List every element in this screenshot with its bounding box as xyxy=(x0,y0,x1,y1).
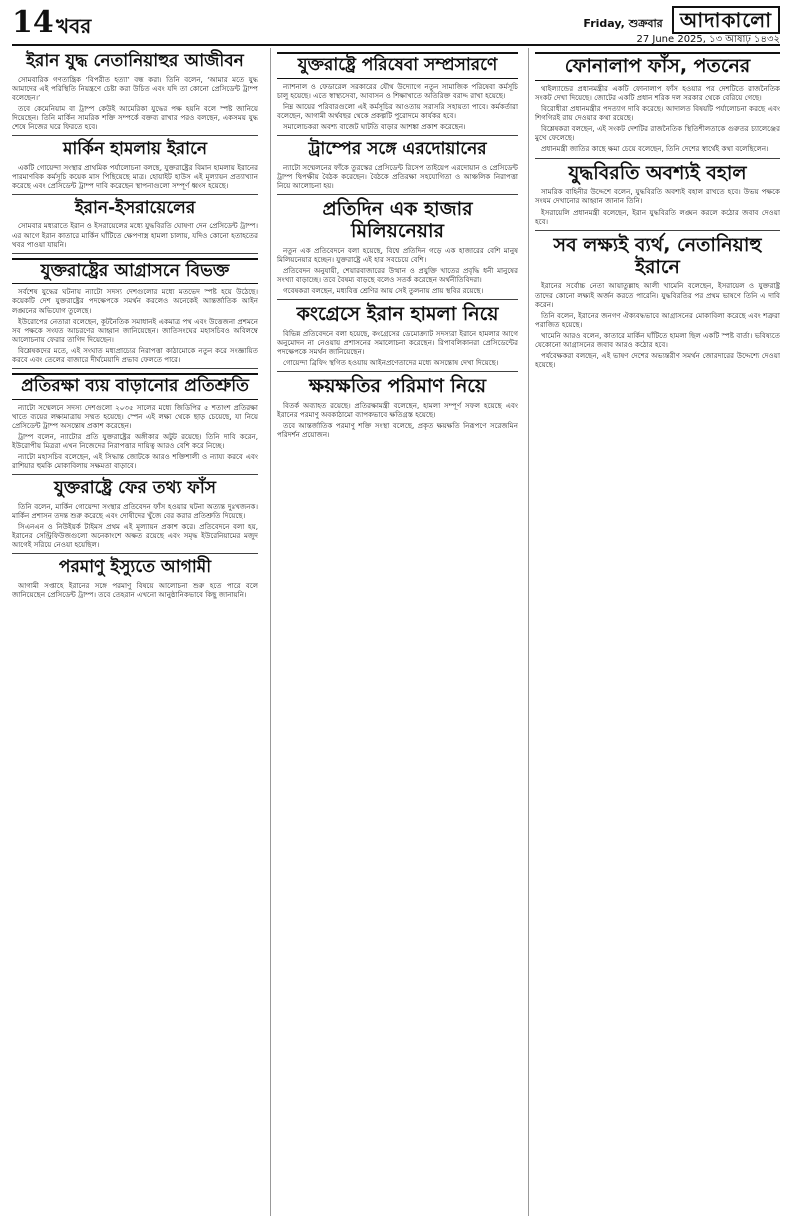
column-right xyxy=(528,48,780,1216)
paragraph: নিম্ন আয়ের পরিবারগুলো এই কর্মসূচির আওতায় সরাসরি সহায়তা পাবে। কর্মকর্তারা বলেছেন, আগামী অর্থবছর থেকে প্রকল্পটি পুরোদমে কার্যকর হবে। xyxy=(277,101,518,120)
paragraph: তবে কেমেনিয়াম বা ট্রাম্প কেউই আমেরিকা যুদ্ধের পক্ষ হয়নি বলে স্পষ্ট জানিয়ে দিয়েছেন। তিনি মার্কিন সামরিক শক্তি সম্পর্কে বক্তব্য রাখার পরও বলছেন, একসময় যুদ্ধ শেষে নিজের ঘরে ফিরতে হবে। xyxy=(12,103,258,132)
paragraph: খামেনি আরও বলেন, কাতারে মার্কিন ঘাঁটিতে হামলা ছিল একটি স্পষ্ট বার্তা। ভবিষ্যতে যেকোনো আগ্রাসনের জবাব আরও কঠোর হবে। xyxy=(535,330,780,349)
day-label: Friday, শুক্রবার xyxy=(583,17,663,30)
headline: যুক্তরাষ্ট্রের আগ্রাসনে বিভক্ত xyxy=(12,258,258,285)
paragraph: ইউরোপের নেতারা বলেছেন, কূটনৈতিক সমাধানই একমাত্র পথ এবং উত্তেজনা প্রশমনে সব পক্ষকে সংযত আচরণের আহ্বান জানিয়েছেন। জাতিসংঘের মহাসচিবও অবিলম্বে আলোচনায় ফেরার তাগিদ দিয়েছেন। xyxy=(12,316,258,344)
paragraph: বিভিন্ন প্রতিবেদনে বলা হয়েছে, কংগ্রেসের ডেমোক্র্যাট সদস্যরা ইরানে হামলার আগে অনুমোদন না নেওয়ায় প্রশাসনের সমালোচনা করেছেন। রিপাবলিকানরা প্রেসিডেন্টের পদক্ষেপকে সমর্থন জানিয়েছেন। xyxy=(277,328,518,357)
paragraph: সিএনএন ও নিউইয়র্ক টাইমস প্রথম এই মূল্যায়ন প্রকাশ করে। প্রতিবেদনে বলা হয়, ইরানের সেন্ট্রিফিউজগুলো অনেকাংশে অক্ষত রয়েছে এবং সমৃদ্ধ ইউরেনিয়ামের মজুদ আগেই সরিয়ে নেওয়া হয়েছিল। xyxy=(12,522,258,550)
paragraph: ইরানের সর্বোচ্চ নেতা আয়াতুল্লাহ আলী খামেনি বলেছেন, ইসরায়েল ও যুক্তরাষ্ট্র তাদের কোনো লক্ষ্যই অর্জন করতে পারেনি। যুদ্ধবিরতির পর প্রথম ভাষণে তিনি এ দাবি করেন। xyxy=(535,281,780,309)
paragraph: তিনি বলেন, মার্কিন গোয়েন্দা সংস্থার প্রতিবেদন ফাঁস হওয়ার ঘটনা অত্যন্ত দুঃখজনক। মার্কিন প্রশাসন তদন্ত শুরু করেছে এবং দোষীদের খুঁজে বের করার প্রতিশ্রুতি দিয়েছে। xyxy=(12,501,258,520)
paragraph: সোমবার মধ্যরাতে ইরান ও ইসরায়েলের মধ্যে যুদ্ধবিরতি ঘোষণা দেন প্রেসিডেন্ট ট্রাম্প। এর আগে ইরান কাতারে মার্কিন ঘাঁটিতে ক্ষেপণাস্ত্র হামলা চালায়, যদিও কোনো হতাহতের খবর পাওয়া যায়নি। xyxy=(12,221,258,249)
headline: প্রতিদিন এক হাজার মিলিয়নেয়ার xyxy=(322,197,473,242)
article-body xyxy=(12,75,258,132)
article-congress xyxy=(277,304,518,367)
article-body xyxy=(535,84,780,154)
headline: ক্ষয়ক্ষতির পরিমাণ নিয়ে xyxy=(308,375,487,398)
headline: কংগ্রেসে ইরান হামলা নিয়ে xyxy=(296,303,499,325)
paragraph: পর্যবেক্ষকরা বলছেন, এই ভাষণ দেশের অভ্যন্তরীণ সমর্থন জোরদারের উদ্দেশ্যে দেওয়া হয়েছে। xyxy=(535,351,780,370)
masthead-right xyxy=(583,6,780,34)
section-name: খবর xyxy=(56,14,92,38)
dateline: 27 June 2025, ১৩ আষাঢ় ১৪৩২ xyxy=(636,34,780,45)
paragraph: বিশ্লেষকরা বলছেন, এই সংকট দেশটির রাজনৈতিক স্থিতিশীলতাকে গুরুতর চ্যালেঞ্জের মুখে ফেলেছে। xyxy=(535,124,780,143)
article-all-goals-failed xyxy=(535,235,780,370)
article-damage xyxy=(277,376,518,439)
column-left xyxy=(12,48,258,1216)
paragraph: ন্যাটো সম্মেলনের ফাঁকে তুরস্কের প্রেসিডেন্ট রিসেপ তাইয়েপ এরদোয়ান ও প্রেসিডেন্ট ট্রাম্প দ্বিপক্ষীয় বৈঠক করেছেন। বৈঠকে প্রতিরক্ষা সহযোগিতা ও আঞ্চলিক নিরাপত্তা নিয়ে আলোচনা হয়। xyxy=(277,162,518,190)
headline: ইরান-ইসরায়েলের xyxy=(74,197,196,218)
article-defense-spending xyxy=(12,373,258,470)
article-us-strike xyxy=(12,140,258,190)
columns xyxy=(12,48,780,1216)
page-number: 14 xyxy=(12,5,54,40)
article-body xyxy=(535,281,780,369)
paragraph: আগামী সপ্তাহে ইরানের সঙ্গে পরমাণু বিষয়ে আলোচনা শুরু হতে পারে বলে জানিয়েছেন প্রেসিডেন্ট ট্রাম্প। তবে তেহরান এখনো আনুষ্ঠানিকভাবে কিছু জানায়নি। xyxy=(12,580,258,599)
article-body xyxy=(277,246,518,295)
paragraph: সর্বশেষ যুদ্ধের ঘটনায় ন্যাটো সদস্য দেশগুলোর মধ্যে মতভেদ স্পষ্ট হয়ে উঠেছে। কয়েকটি দেশ যুক্তরাষ্ট্রের পদক্ষেপকে সমর্থন করলেও অনেকেই আন্তর্জাতিক আইন লঙ্ঘনের অভিযোগ তুলেছে। xyxy=(12,287,258,315)
paragraph: ন্যাটো সম্মেলনে সদস্য দেশগুলো ২০৩৫ সালের মধ্যে জিডিপির ৫ শতাংশ প্রতিরক্ষা খাতে ব্যয়ের লক্ষ্যমাত্রায় সম্মত হয়েছে। স্পেন এই লক্ষ্য থেকে ছাড় চেয়েছে, যা নিয়ে প্রেসিডেন্ট ট্রাম্প অসন্তোষ প্রকাশ করেছেন। xyxy=(12,402,258,430)
paragraph: গবেষকরা বলছেন, মধ্যবিত্ত শ্রেণির আয় সেই তুলনায় প্রায় স্থবির রয়েছে। xyxy=(283,285,484,295)
headline: ফোনালাপ ফাঁস, পতনের xyxy=(535,52,780,81)
paragraph: বিরোধীরা প্রধানমন্ত্রীর পদত্যাগ দাবি করেছে। আদালত বিষয়টি পর্যালোচনা করছে এবং শিগগিরই রায় দেওয়ার কথা রয়েছে। xyxy=(535,104,780,123)
paragraph: থাইল্যান্ডের প্রধানমন্ত্রীর একটি ফোনালাপ ফাঁস হওয়ার পর দেশটিতে রাজনৈতিক সংকট দেখা দিয়েছে। জোটের একটি প্রধান শরিক দল সরকার থেকে বেরিয়ে গেছে। xyxy=(535,83,780,102)
article-info-leak xyxy=(12,479,258,549)
article-body xyxy=(12,581,258,599)
paragraph: তবে আন্তর্জাতিক পরমাণু শক্তি সংস্থা বলেছে, প্রকৃত ক্ষয়ক্ষতি নিরূপণে সরেজমিন পরিদর্শন প্রয়োজন। xyxy=(277,421,518,440)
headline: যুক্তরাষ্ট্রে পরিষেবা সম্প্রসারণে xyxy=(277,52,518,79)
article-body xyxy=(277,82,518,131)
paragraph: বিশ্লেষকদের মতে, এই সংঘাত মধ্যপ্রাচ্যের নিরাপত্তা কাঠামোকে নতুন করে সংজ্ঞায়িত করবে এবং তেলের বাজারে দীর্ঘমেয়াদি প্রভাব ফেলতে পারে। xyxy=(12,345,258,364)
paragraph: সমালোচকরা অবশ্য বাজেট ঘাটতি বাড়ার আশঙ্কা প্রকাশ করেছেন। xyxy=(283,121,466,131)
article-body xyxy=(277,401,518,439)
headline: প্রতিরক্ষা ব্যয় বাড়ানোর প্রতিশ্রুতি xyxy=(12,373,258,400)
paragraph: ট্রাম্প বলেন, ন্যাটোর প্রতি যুক্তরাষ্ট্রের অঙ্গীকার অটুট রয়েছে। তিনি দাবি করেন, ইউরোপীয় মিত্ররা এখন নিজেদের নিরাপত্তার দায়িত্ব আরও বেশি করে নিচ্ছে। xyxy=(12,431,258,450)
masthead xyxy=(12,6,780,46)
article-service-expansion xyxy=(277,52,518,131)
headline: যুক্তরাষ্ট্রে ফের তথ্য ফাঁস xyxy=(54,478,216,499)
paragraph: প্রতিবেদন অনুযায়ী, শেয়ারবাজারের উত্থান ও প্রযুক্তি খাতের প্রবৃদ্ধি ধনী মানুষের সংখ্যা বাড়াচ্ছে। তবে বৈষম্য বাড়ছে বলেও সতর্ক করেছেন অর্থনীতিবিদরা। xyxy=(277,265,518,284)
article-body xyxy=(12,163,258,190)
article-trump-erdogan xyxy=(277,140,518,190)
column-middle xyxy=(270,48,518,1216)
paragraph: ইসরায়েলি প্রধানমন্ত্রী বলেছেন, ইরান যুদ্ধবিরতি লঙ্ঘন করলে কঠোর জবাব দেওয়া হবে। xyxy=(535,207,780,226)
paragraph: ন্যাটো মহাসচিব বলেছেন, এই সিদ্ধান্ত জোটকে আরও শক্তিশালী ও ন্যায্য করবে এবং রাশিয়ার হুমকি মোকাবিলায় সক্ষমতা বাড়াবে। xyxy=(12,452,258,471)
paragraph: গোয়েন্দা ব্রিফিং স্থগিত হওয়ায় আইনপ্রণেতাদের মধ্যে অসন্তোষ দেখা দিয়েছে। xyxy=(283,358,499,368)
paragraph: বিতর্ক অব্যাহত রয়েছে। প্রতিরক্ষামন্ত্রী বলেছেন, হামলা সম্পূর্ণ সফল হয়েছে এবং ইরানের পরমাণু অবকাঠামো ব্যাপকভাবে ক্ষতিগ্রস্ত হয়েছে। xyxy=(277,401,518,420)
article-body xyxy=(12,403,258,471)
paragraph: সোমবারিক গণতান্ত্রিক ‘বিপরীত হত্যা’ বন্ধ করা। তিনি বলেন, ‘আমার মতে যুদ্ধ আমাদের এই পরিস্থিতি নিয়ন্ত্রণে চেষ্টা করা উচিত এবং যদি তা কোনো প্রেসিডেন্ট ট্রাম্প বলেছেন।’ xyxy=(12,74,258,102)
headline: ইরান যুদ্ধ নেতানিয়াহুর আজীবন xyxy=(26,51,244,71)
article-divided xyxy=(12,258,258,364)
article-nuclear-issue xyxy=(12,558,258,599)
paragraph: নতুন এক প্রতিবেদনে বলা হয়েছে, বিশ্বে প্রতিদিন গড়ে এক হাজারের বেশি মানুষ মিলিয়নেয়ার হচ্ছেন। যুক্তরাষ্ট্রে এই হার সবচেয়ে বেশি। xyxy=(277,245,518,264)
headline: মার্কিন হামলায় ইরানে xyxy=(62,139,208,160)
headline: ট্রাম্পের সঙ্গে এরদোয়ানের xyxy=(308,139,487,160)
article-iran-war xyxy=(12,52,258,131)
article-millionaires xyxy=(277,199,518,295)
article-body xyxy=(277,329,518,367)
article-body xyxy=(12,287,258,364)
paragraph: সামরিক বাহিনীর উদ্দেশে বলেন, যুদ্ধবিরতি অবশ্যই বহাল রাখতে হবে। উভয় পক্ষকে সংযম দেখানোর আহ্বান জানান তিনি। xyxy=(535,187,780,206)
article-iran-israel xyxy=(12,199,258,249)
paragraph: একটি গোয়েন্দা সংস্থার প্রাথমিক পর্যালোচনা বলছে, যুক্তরাষ্ট্রের বিমান হামলায় ইরানের পারমাণবিক কর্মসূচি কয়েক মাস পিছিয়েছে মাত্র। হোয়াইট হাউস এই মূল্যায়ন প্রত্যাখ্যান করেছে এবং প্রেসিডেন্ট ট্রাম্প দাবি করেছেন স্থাপনাগুলো সম্পূর্ণ ধ্বংস হয়েছে। xyxy=(12,162,258,190)
headline: যুদ্ধবিরতি অবশ্যই বহাল xyxy=(568,161,747,184)
article-body xyxy=(535,187,780,225)
paragraph: প্রধানমন্ত্রী জাতির কাছে ক্ষমা চেয়ে বলেছেন, তিনি দেশের স্বার্থেই কথা বলেছিলেন। xyxy=(541,144,769,154)
article-body xyxy=(12,502,258,549)
article-phone-leak xyxy=(535,52,780,154)
headline: পরমাণু ইস্যুতে আগামী xyxy=(58,557,212,578)
article-body xyxy=(12,221,258,248)
paragraph: তিনি বলেন, ইরানের জনগণ ঐক্যবদ্ধভাবে আগ্রাসনের মোকাবিলা করেছে এবং শত্রুরা পরাজিত হয়েছে। xyxy=(535,310,780,329)
headline: সব লক্ষ্যই ব্যর্থ, নেতানিয়াহু ইরানে xyxy=(553,233,762,278)
paragraph: ন্যাশনাল ও ফেডারেল সরকারের যৌথ উদ্যোগে নতুন সামাজিক পরিষেবা কর্মসূচি চালু হয়েছে। এতে স্বাস্থ্যসেবা, আবাসন ও শিক্ষাখাতে অতিরিক্ত বরাদ্দ রাখা হয়েছে। xyxy=(277,81,518,100)
paper-logo: আদাকালো xyxy=(672,6,780,34)
article-ceasefire xyxy=(535,163,780,226)
article-body xyxy=(277,163,518,190)
